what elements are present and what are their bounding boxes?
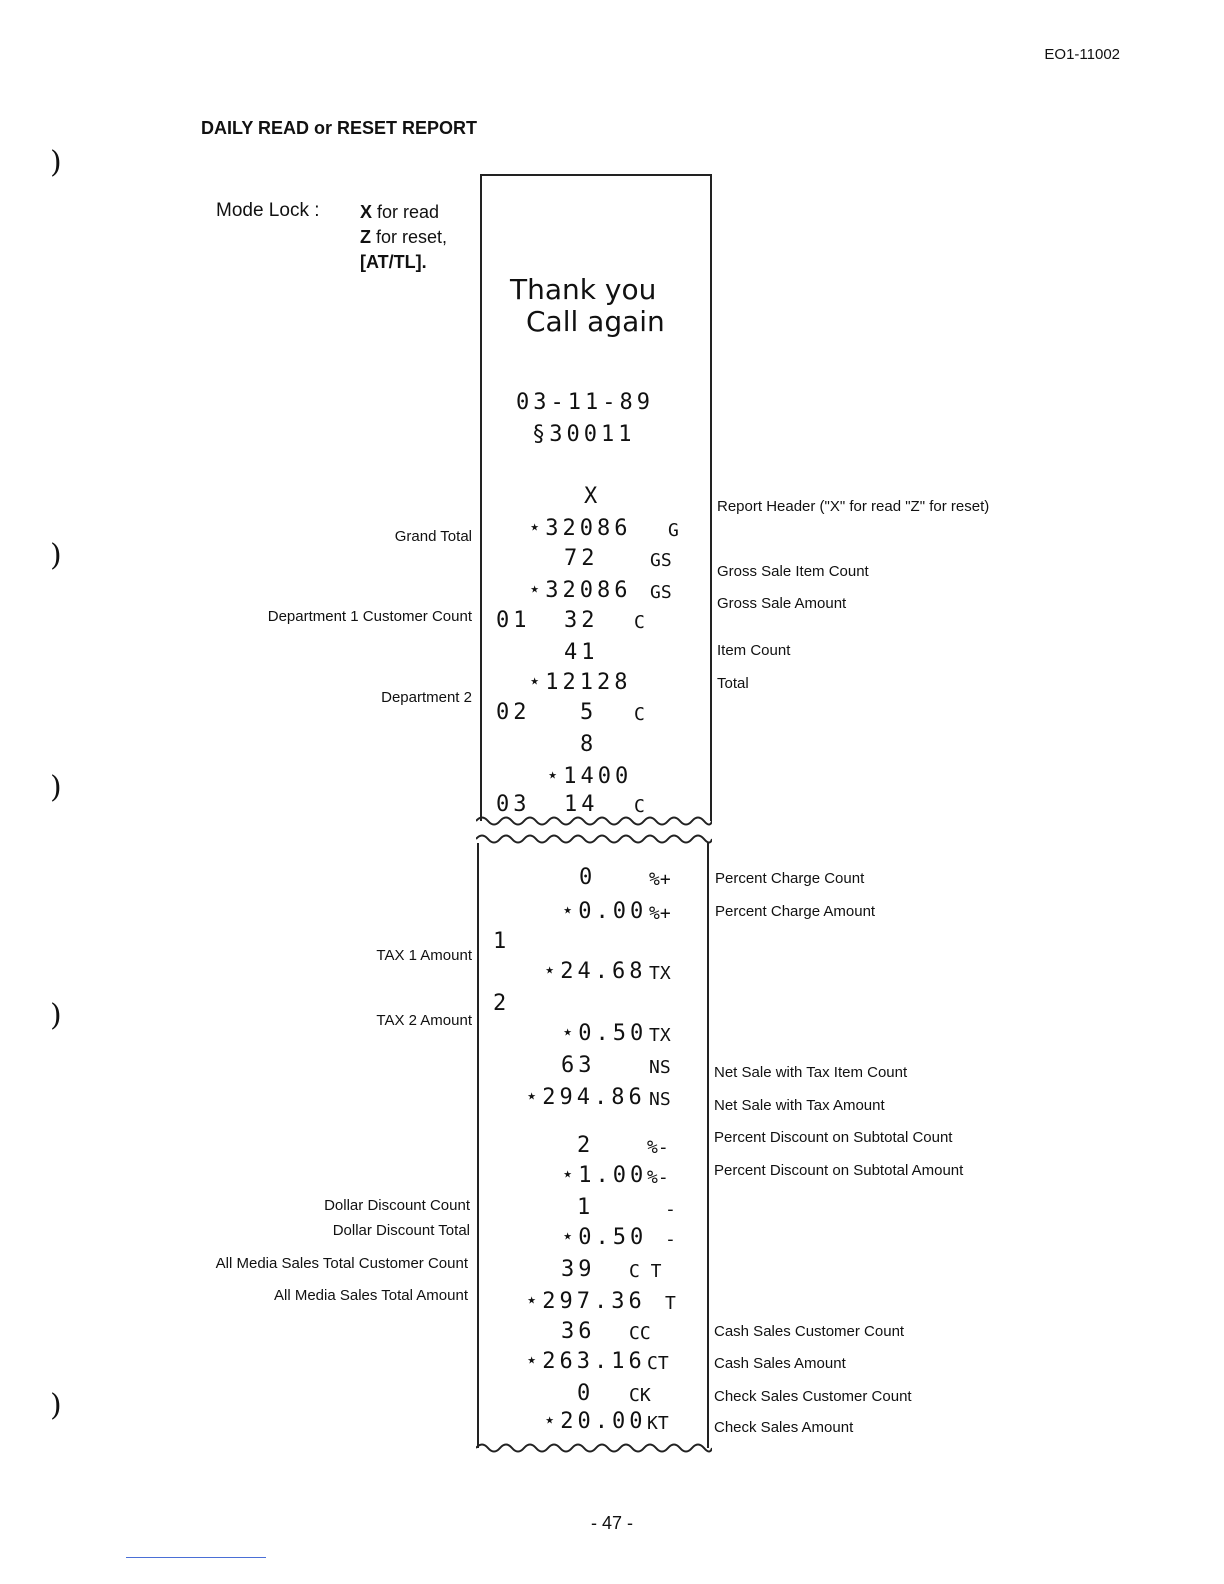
binding-mark: ) — [50, 998, 62, 1033]
grand-total-value: ⋆32086 — [528, 516, 632, 541]
cash-amount-symbol: CT — [647, 1353, 669, 1374]
label-percent-charge-amount: Percent Charge Amount — [715, 903, 876, 920]
label-gross-sale-amount: Gross Sale Amount — [717, 595, 847, 612]
page-title: DAILY READ or RESET REPORT — [201, 118, 478, 138]
net-tax-count-value: 63 — [561, 1053, 596, 1078]
tear-edge-end — [476, 1441, 712, 1455]
cash-count-symbol: CC — [629, 1323, 651, 1344]
dollar-discount-count-symbol: - — [665, 1199, 676, 1220]
receipt-mode-header: X — [584, 484, 602, 509]
label-dollar-discount-count: Dollar Discount Count — [324, 1197, 470, 1214]
dept2-symbol: C — [634, 704, 645, 725]
grand-total-symbol: G — [668, 520, 679, 541]
label-report-header: Report Header ("X" for read "Z" for reset) — [717, 498, 990, 515]
dept3-code: 03 — [496, 792, 531, 817]
label-net-sale-tax-amount: Net Sale with Tax Amount — [714, 1097, 885, 1114]
label-department-2: Department 2 — [381, 689, 472, 706]
label-net-sale-tax-item-count: Net Sale with Tax Item Count — [714, 1064, 908, 1081]
dollar-discount-total-value: ⋆0.50 — [561, 1225, 648, 1250]
label-all-media-amount: All Media Sales Total Amount — [274, 1287, 468, 1304]
mode-lock-values — [360, 200, 447, 275]
receipt-greeting — [510, 274, 665, 338]
mode-lock-key-z: Z — [360, 227, 371, 247]
tear-edge-top — [476, 814, 712, 828]
label-tax2-amount: TAX 2 Amount — [376, 1012, 472, 1029]
tax1-index: 1 — [493, 929, 511, 954]
dept1-customer-count-value: 32 — [564, 608, 599, 633]
label-pct-discount-subtotal-count: Percent Discount on Subtotal Count — [714, 1129, 953, 1146]
dept2-customer-count-value: 5 — [580, 700, 598, 725]
label-check-sales-customer-count: Check Sales Customer Count — [714, 1388, 912, 1405]
net-tax-count-symbol: NS — [649, 1057, 671, 1078]
pct-discount-amount-symbol: %- — [647, 1167, 669, 1188]
all-media-count-symbol: C T — [629, 1261, 662, 1282]
pct-charge-count-symbol: %+ — [649, 869, 671, 890]
label-all-media-customer-count: All Media Sales Total Customer Count — [215, 1255, 468, 1272]
dept3-symbol: C — [634, 796, 645, 817]
pct-discount-count-value: 2 — [577, 1133, 595, 1158]
label-check-sales-amount: Check Sales Amount — [714, 1419, 854, 1436]
pct-discount-amount-value: ⋆1.00 — [561, 1163, 648, 1188]
binding-mark: ) — [50, 1388, 62, 1423]
tax2-index: 2 — [493, 991, 511, 1016]
dept2-total-value: ⋆1400 — [546, 764, 633, 789]
all-media-count-value: 39 — [561, 1257, 596, 1282]
dept1-item-count-value: 41 — [564, 640, 599, 665]
pct-charge-amount-value: ⋆0.00 — [561, 899, 648, 924]
tax2-symbol: TX — [649, 1025, 671, 1046]
label-grand-total: Grand Total — [394, 528, 472, 545]
net-tax-amount-value: ⋆294.86 — [525, 1085, 646, 1110]
receipt-lower — [477, 843, 709, 1448]
check-amount-value: ⋆20.00 — [543, 1409, 647, 1434]
mode-lock-line-1 — [360, 200, 447, 225]
all-media-amount-value: ⋆297.36 — [525, 1289, 646, 1314]
label-dollar-discount-total: Dollar Discount Total — [332, 1222, 470, 1239]
label-dept1-customer-count: Department 1 Customer Count — [267, 608, 472, 625]
pct-discount-count-symbol: %- — [647, 1137, 669, 1158]
pct-charge-amount-symbol: %+ — [649, 903, 671, 924]
footer-rule — [126, 1557, 266, 1558]
mode-lock-text-reset: for reset, — [371, 227, 448, 247]
tax1-amount-value: ⋆24.68 — [543, 959, 647, 984]
tax2-amount-value: ⋆0.50 — [561, 1021, 648, 1046]
mode-lock-key-attl: [AT/TL]. — [360, 252, 427, 272]
dollar-discount-count-value: 1 — [577, 1195, 595, 1220]
check-amount-symbol: KT — [647, 1413, 669, 1434]
check-count-symbol: CK — [629, 1385, 651, 1406]
gross-amount-symbol: GS — [650, 582, 672, 603]
receipt-date: 03-11-89 — [516, 390, 654, 415]
label-total: Total — [717, 675, 749, 692]
all-media-amount-symbol: T — [665, 1293, 676, 1314]
label-cash-sales-customer-count: Cash Sales Customer Count — [714, 1323, 905, 1340]
label-percent-charge-count: Percent Charge Count — [715, 870, 865, 887]
gross-amount-value: ⋆32086 — [528, 578, 632, 603]
net-tax-amount-symbol: NS — [649, 1089, 671, 1110]
receipt-consecutive-number: §30011 — [532, 422, 636, 447]
dept2-item-count-value: 8 — [580, 732, 598, 757]
tax1-symbol: TX — [649, 963, 671, 984]
dollar-discount-total-symbol: - — [665, 1229, 676, 1250]
binding-mark: ) — [50, 145, 62, 180]
document-number: EO1-11002 — [1044, 46, 1120, 63]
greeting-line-2: Call again — [526, 305, 665, 338]
cash-amount-value: ⋆263.16 — [525, 1349, 646, 1374]
binding-mark: ) — [50, 538, 62, 573]
pct-charge-count-value: 0 — [579, 865, 597, 890]
label-pct-discount-subtotal-amount: Percent Discount on Subtotal Amount — [714, 1162, 964, 1179]
label-tax1-amount: TAX 1 Amount — [376, 947, 472, 964]
check-count-value: 0 — [577, 1381, 595, 1406]
gross-item-count-value: 72 — [564, 546, 599, 571]
cash-count-value: 36 — [561, 1319, 596, 1344]
label-gross-sale-item-count: Gross Sale Item Count — [717, 563, 869, 580]
binding-mark: ) — [50, 770, 62, 805]
receipt-upper — [480, 174, 712, 821]
dept1-total-value: ⋆12128 — [528, 670, 632, 695]
dept2-code: 02 — [496, 700, 531, 725]
mode-lock-line-2 — [360, 225, 447, 250]
label-cash-sales-amount: Cash Sales Amount — [714, 1355, 846, 1372]
gross-item-count-symbol: GS — [650, 550, 672, 571]
mode-lock-text-read: for read — [372, 202, 440, 222]
greeting-line-1: Thank you — [510, 273, 657, 306]
page-number: - 47 - — [590, 1513, 633, 1533]
dept3-customer-count-value: 14 — [564, 792, 599, 817]
dept1-code: 01 — [496, 608, 531, 633]
label-item-count: Item Count — [717, 642, 791, 659]
dept1-symbol: C — [634, 612, 645, 633]
mode-lock-label: Mode Lock : — [216, 200, 320, 221]
mode-lock-key-x: X — [360, 202, 373, 222]
